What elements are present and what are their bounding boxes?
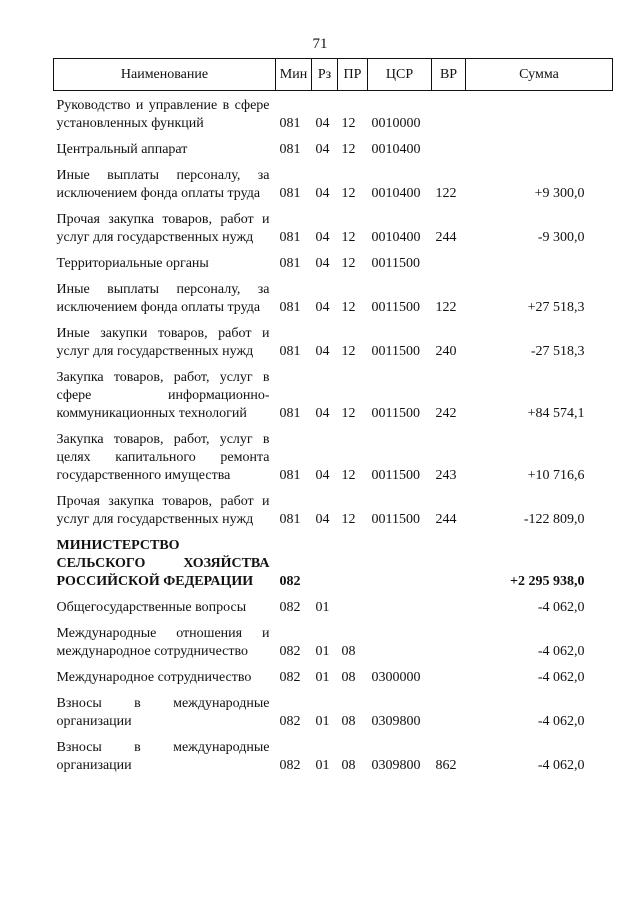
row-vr: [432, 531, 466, 593]
row-name: Закупка товаров, работ, услуг в целях капитального ремонта государственного имущества: [56, 432, 270, 483]
row-name: Иные выплаты персоналу, за исключением фонда оплаты труда: [56, 168, 270, 201]
page-number: 71: [312, 36, 328, 52]
row-sum: -9 300,0: [537, 230, 585, 245]
row-vr: 243: [435, 468, 457, 483]
row-pr: 12: [341, 186, 356, 201]
row-name: Взносы в международные организации: [56, 696, 270, 729]
row-csr: 0011500: [371, 300, 420, 315]
row-min: 081: [279, 406, 301, 421]
row-rz: 04: [315, 468, 330, 483]
row-pr: [338, 531, 368, 593]
table-row: [54, 531, 613, 593]
row-vr: 240: [435, 344, 457, 359]
row-pr: 12: [341, 468, 356, 483]
row-sum: -4 062,0: [537, 758, 585, 773]
row-vr: 244: [435, 230, 457, 245]
row-name: Прочая закупка товаров, работ и услуг для государственных нужд: [56, 494, 270, 527]
row-sum: +84 574,1: [527, 406, 585, 421]
row-min: 081: [279, 142, 301, 157]
budget-table: [53, 58, 613, 777]
row-name: Закупка товаров, работ, услуг в сфере информационно-коммуникационных технологий: [56, 370, 270, 421]
row-csr: 0010400: [371, 142, 421, 157]
table-row: [54, 91, 613, 136]
row-min: 082: [279, 644, 301, 659]
row-name: МИНИСТЕРСТВО СЕЛЬСКОГО ХОЗЯЙСТВА РОССИЙСКОЙ ФЕДЕРАЦИИ: [56, 538, 270, 589]
row-csr: [368, 593, 432, 619]
row-csr: 0309800: [371, 714, 421, 729]
table-row: [54, 689, 613, 733]
row-csr: 0011500: [371, 512, 420, 527]
table-row: [54, 619, 613, 663]
table-body: [54, 91, 613, 778]
header-pr: ПР: [338, 59, 368, 91]
table-row: [54, 487, 613, 531]
row-min: 082: [279, 670, 301, 685]
row-vr: 122: [435, 186, 457, 201]
row-sum: +10 716,6: [527, 468, 585, 483]
row-csr: 0010000: [371, 116, 421, 131]
row-pr: 12: [341, 512, 356, 527]
row-rz: 01: [315, 758, 330, 773]
row-csr: 0010400: [371, 230, 421, 245]
row-name: Иные выплаты персоналу, за исключением фонда оплаты труда: [56, 282, 270, 315]
row-rz: 04: [315, 186, 330, 201]
row-min: 081: [279, 344, 301, 359]
row-sum: +2 295 938,0: [510, 574, 585, 589]
row-min: 081: [279, 512, 301, 527]
header-vr: ВР: [432, 59, 466, 91]
row-pr: 12: [341, 116, 356, 131]
row-vr: 862: [435, 758, 457, 773]
row-pr: [338, 593, 368, 619]
row-min: 081: [279, 230, 301, 245]
row-pr: 12: [341, 406, 356, 421]
row-name: Иные закупки товаров, работ и услуг для государственных нужд: [56, 326, 270, 359]
row-min: 082: [279, 600, 301, 615]
row-vr: 244: [435, 512, 457, 527]
row-rz: 04: [315, 142, 330, 157]
row-min: 081: [279, 468, 301, 483]
row-sum: +27 518,3: [527, 300, 585, 315]
row-csr: 0300000: [371, 670, 421, 685]
row-sum: -4 062,0: [537, 670, 585, 685]
table-row: [54, 205, 613, 249]
row-min: 081: [279, 300, 301, 315]
row-rz: 04: [315, 406, 330, 421]
row-vr: [432, 91, 466, 136]
row-rz: 01: [315, 670, 330, 685]
row-pr: 08: [341, 758, 356, 773]
row-rz: [312, 531, 338, 593]
table-row: [54, 275, 613, 319]
row-rz: 04: [315, 116, 330, 131]
row-pr: 08: [341, 670, 356, 685]
row-vr: [432, 593, 466, 619]
row-csr: 0011500: [371, 468, 420, 483]
table-row: [54, 135, 613, 161]
row-sum: -4 062,0: [537, 714, 585, 729]
row-csr: [368, 531, 432, 593]
row-min: 081: [279, 256, 301, 271]
row-rz: 04: [315, 256, 330, 271]
row-rz: 04: [315, 230, 330, 245]
table-row: [54, 319, 613, 363]
row-sum: -27 518,3: [530, 344, 585, 359]
row-pr: 08: [341, 644, 356, 659]
table-row: [54, 733, 613, 777]
row-sum: [466, 91, 613, 136]
table-row: [54, 593, 613, 619]
row-sum: [466, 249, 613, 275]
row-sum: [466, 135, 613, 161]
row-pr: 12: [341, 300, 356, 315]
row-name: Центральный аппарат: [56, 142, 188, 157]
row-pr: 08: [341, 714, 356, 729]
row-pr: 12: [341, 230, 356, 245]
header-sum: Сумма: [466, 59, 613, 91]
row-vr: 122: [435, 300, 457, 315]
row-rz: 04: [315, 512, 330, 527]
table-row: [54, 425, 613, 487]
header-rz: Рз: [312, 59, 338, 91]
row-sum: -4 062,0: [537, 644, 585, 659]
header-name: Наименование: [54, 59, 276, 91]
row-name: Прочая закупка товаров, работ и услуг для государственных нужд: [56, 212, 270, 245]
row-vr: [432, 135, 466, 161]
table-row: [54, 663, 613, 689]
header-csr: ЦСР: [368, 59, 432, 91]
row-vr: 242: [435, 406, 457, 421]
row-csr: [368, 619, 432, 663]
row-csr: 0011500: [371, 406, 420, 421]
row-pr: 12: [341, 142, 356, 157]
row-vr: [432, 619, 466, 663]
table-row: [54, 249, 613, 275]
row-rz: 01: [315, 600, 330, 615]
row-min: 082: [279, 574, 301, 589]
row-sum: +9 300,0: [534, 186, 585, 201]
row-name: Общегосударственные вопросы: [56, 600, 247, 615]
row-sum: -122 809,0: [523, 512, 585, 527]
row-name: Руководство и управление в сфере установленных функций: [56, 98, 270, 131]
row-name: Международные отношения и международное сотрудничество: [56, 626, 270, 659]
row-min: 081: [279, 116, 301, 131]
row-rz: 04: [315, 344, 330, 359]
table-header-row: [54, 59, 613, 91]
row-csr: 0010400: [371, 186, 421, 201]
row-rz: 01: [315, 714, 330, 729]
row-rz: 01: [315, 644, 330, 659]
row-sum: -4 062,0: [537, 600, 585, 615]
row-pr: 12: [341, 344, 356, 359]
row-name: Международное сотрудничество: [56, 670, 252, 685]
row-vr: [432, 663, 466, 689]
row-min: 082: [279, 714, 301, 729]
row-csr: 0011500: [371, 344, 420, 359]
row-vr: [432, 689, 466, 733]
table-row: [54, 363, 613, 425]
row-rz: 04: [315, 300, 330, 315]
row-min: 081: [279, 186, 301, 201]
row-pr: 12: [341, 256, 356, 271]
row-name: Территориальные органы: [56, 256, 209, 271]
row-csr: 0011500: [371, 256, 420, 271]
table-row: [54, 161, 613, 205]
row-vr: [432, 249, 466, 275]
row-csr: 0309800: [371, 758, 421, 773]
row-min: 082: [279, 758, 301, 773]
header-min: Мин: [276, 59, 312, 91]
row-name: Взносы в международные организации: [56, 740, 270, 773]
